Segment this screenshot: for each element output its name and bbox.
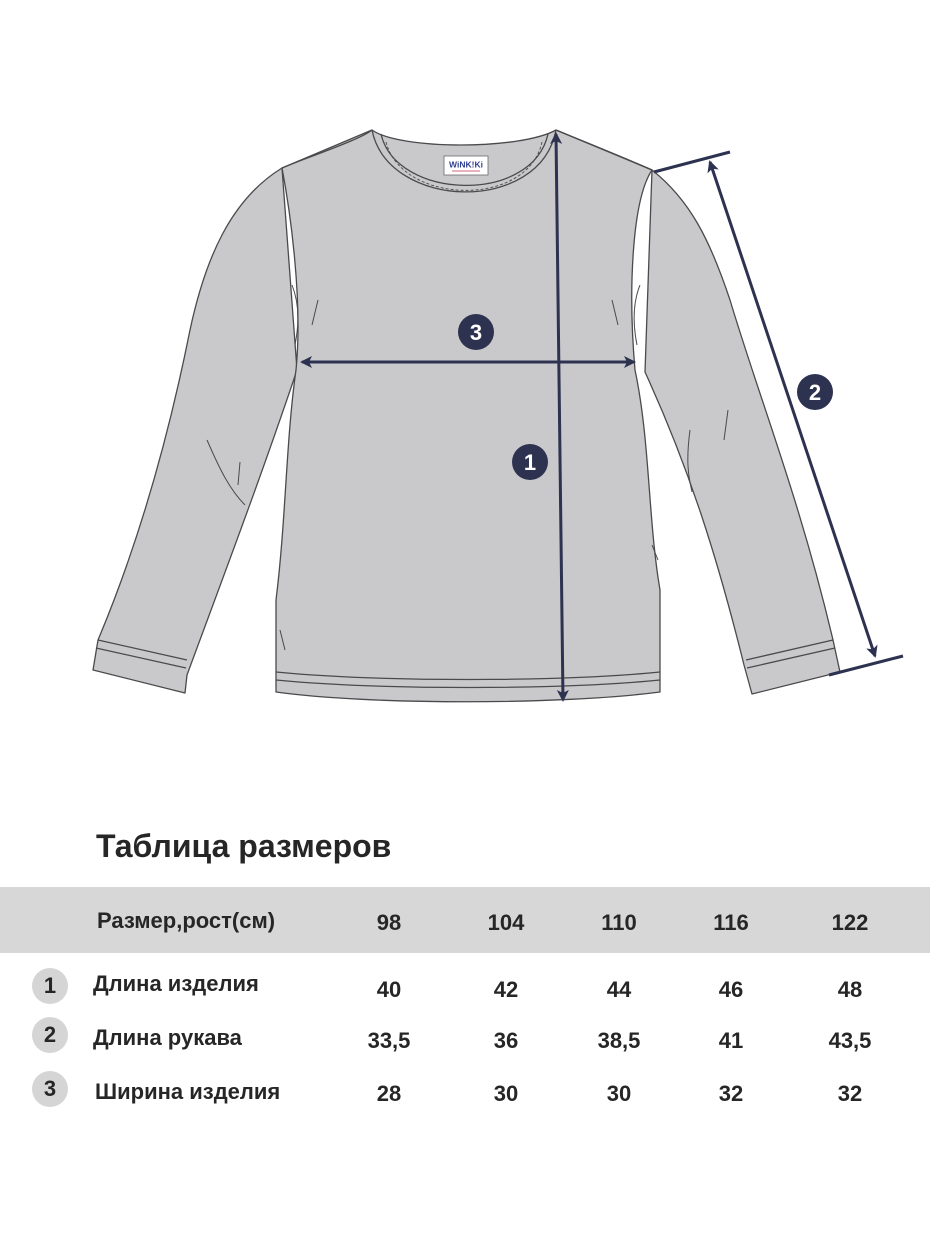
table-cell: 46 [718,977,744,1002]
table-cell: 41 [718,1028,744,1053]
table-cell: 30 [606,1081,632,1106]
row-badge-1: 1 [32,968,68,1004]
table-cell: 30 [493,1081,519,1106]
header-size-110: 110 [601,910,637,935]
marker-3 [458,314,494,350]
table-cell: 33,5 [367,1028,411,1053]
header-size-116: 116 [713,910,749,935]
left-sleeve [93,168,297,693]
table-cell: 40 [376,977,402,1002]
table-cell: 43,5 [828,1028,872,1053]
brand-label [444,156,488,175]
row-label-length: Длина изделия [93,971,259,996]
marker-1 [512,444,548,480]
header-size-label: Размер,рост(см) [97,908,276,933]
table-cell: 28 [376,1081,402,1106]
row-badge-2: 2 [32,1017,68,1053]
table-cell: 32 [837,1081,863,1106]
svg-text:3: 3 [469,320,483,345]
table-title: Таблица размеров [96,828,392,864]
table-cell: 36 [493,1028,519,1053]
body [276,130,660,702]
marker-2 [797,374,833,410]
sleeve-tick-top [654,152,730,172]
right-sleeve [645,170,840,694]
table-cell: 44 [606,977,632,1002]
row-label-width: Ширина изделия [95,1079,281,1104]
header-size-104: 104 [487,910,525,935]
row-label-sleeve: Длина рукава [93,1025,242,1050]
header-size-122: 122 [831,910,869,935]
table-cell: 42 [493,977,519,1002]
header-size-98: 98 [376,910,402,935]
svg-text:WiNK!Ki: WiNK!Ki [449,159,483,170]
table-cell: 38,5 [597,1028,641,1053]
table-cell: 48 [837,977,863,1002]
row-badge-3: 3 [32,1071,68,1107]
svg-text:2: 2 [808,380,822,405]
sleeve-tick-bottom [829,656,903,675]
svg-text:1: 1 [523,450,537,475]
table-cell: 32 [718,1081,744,1106]
